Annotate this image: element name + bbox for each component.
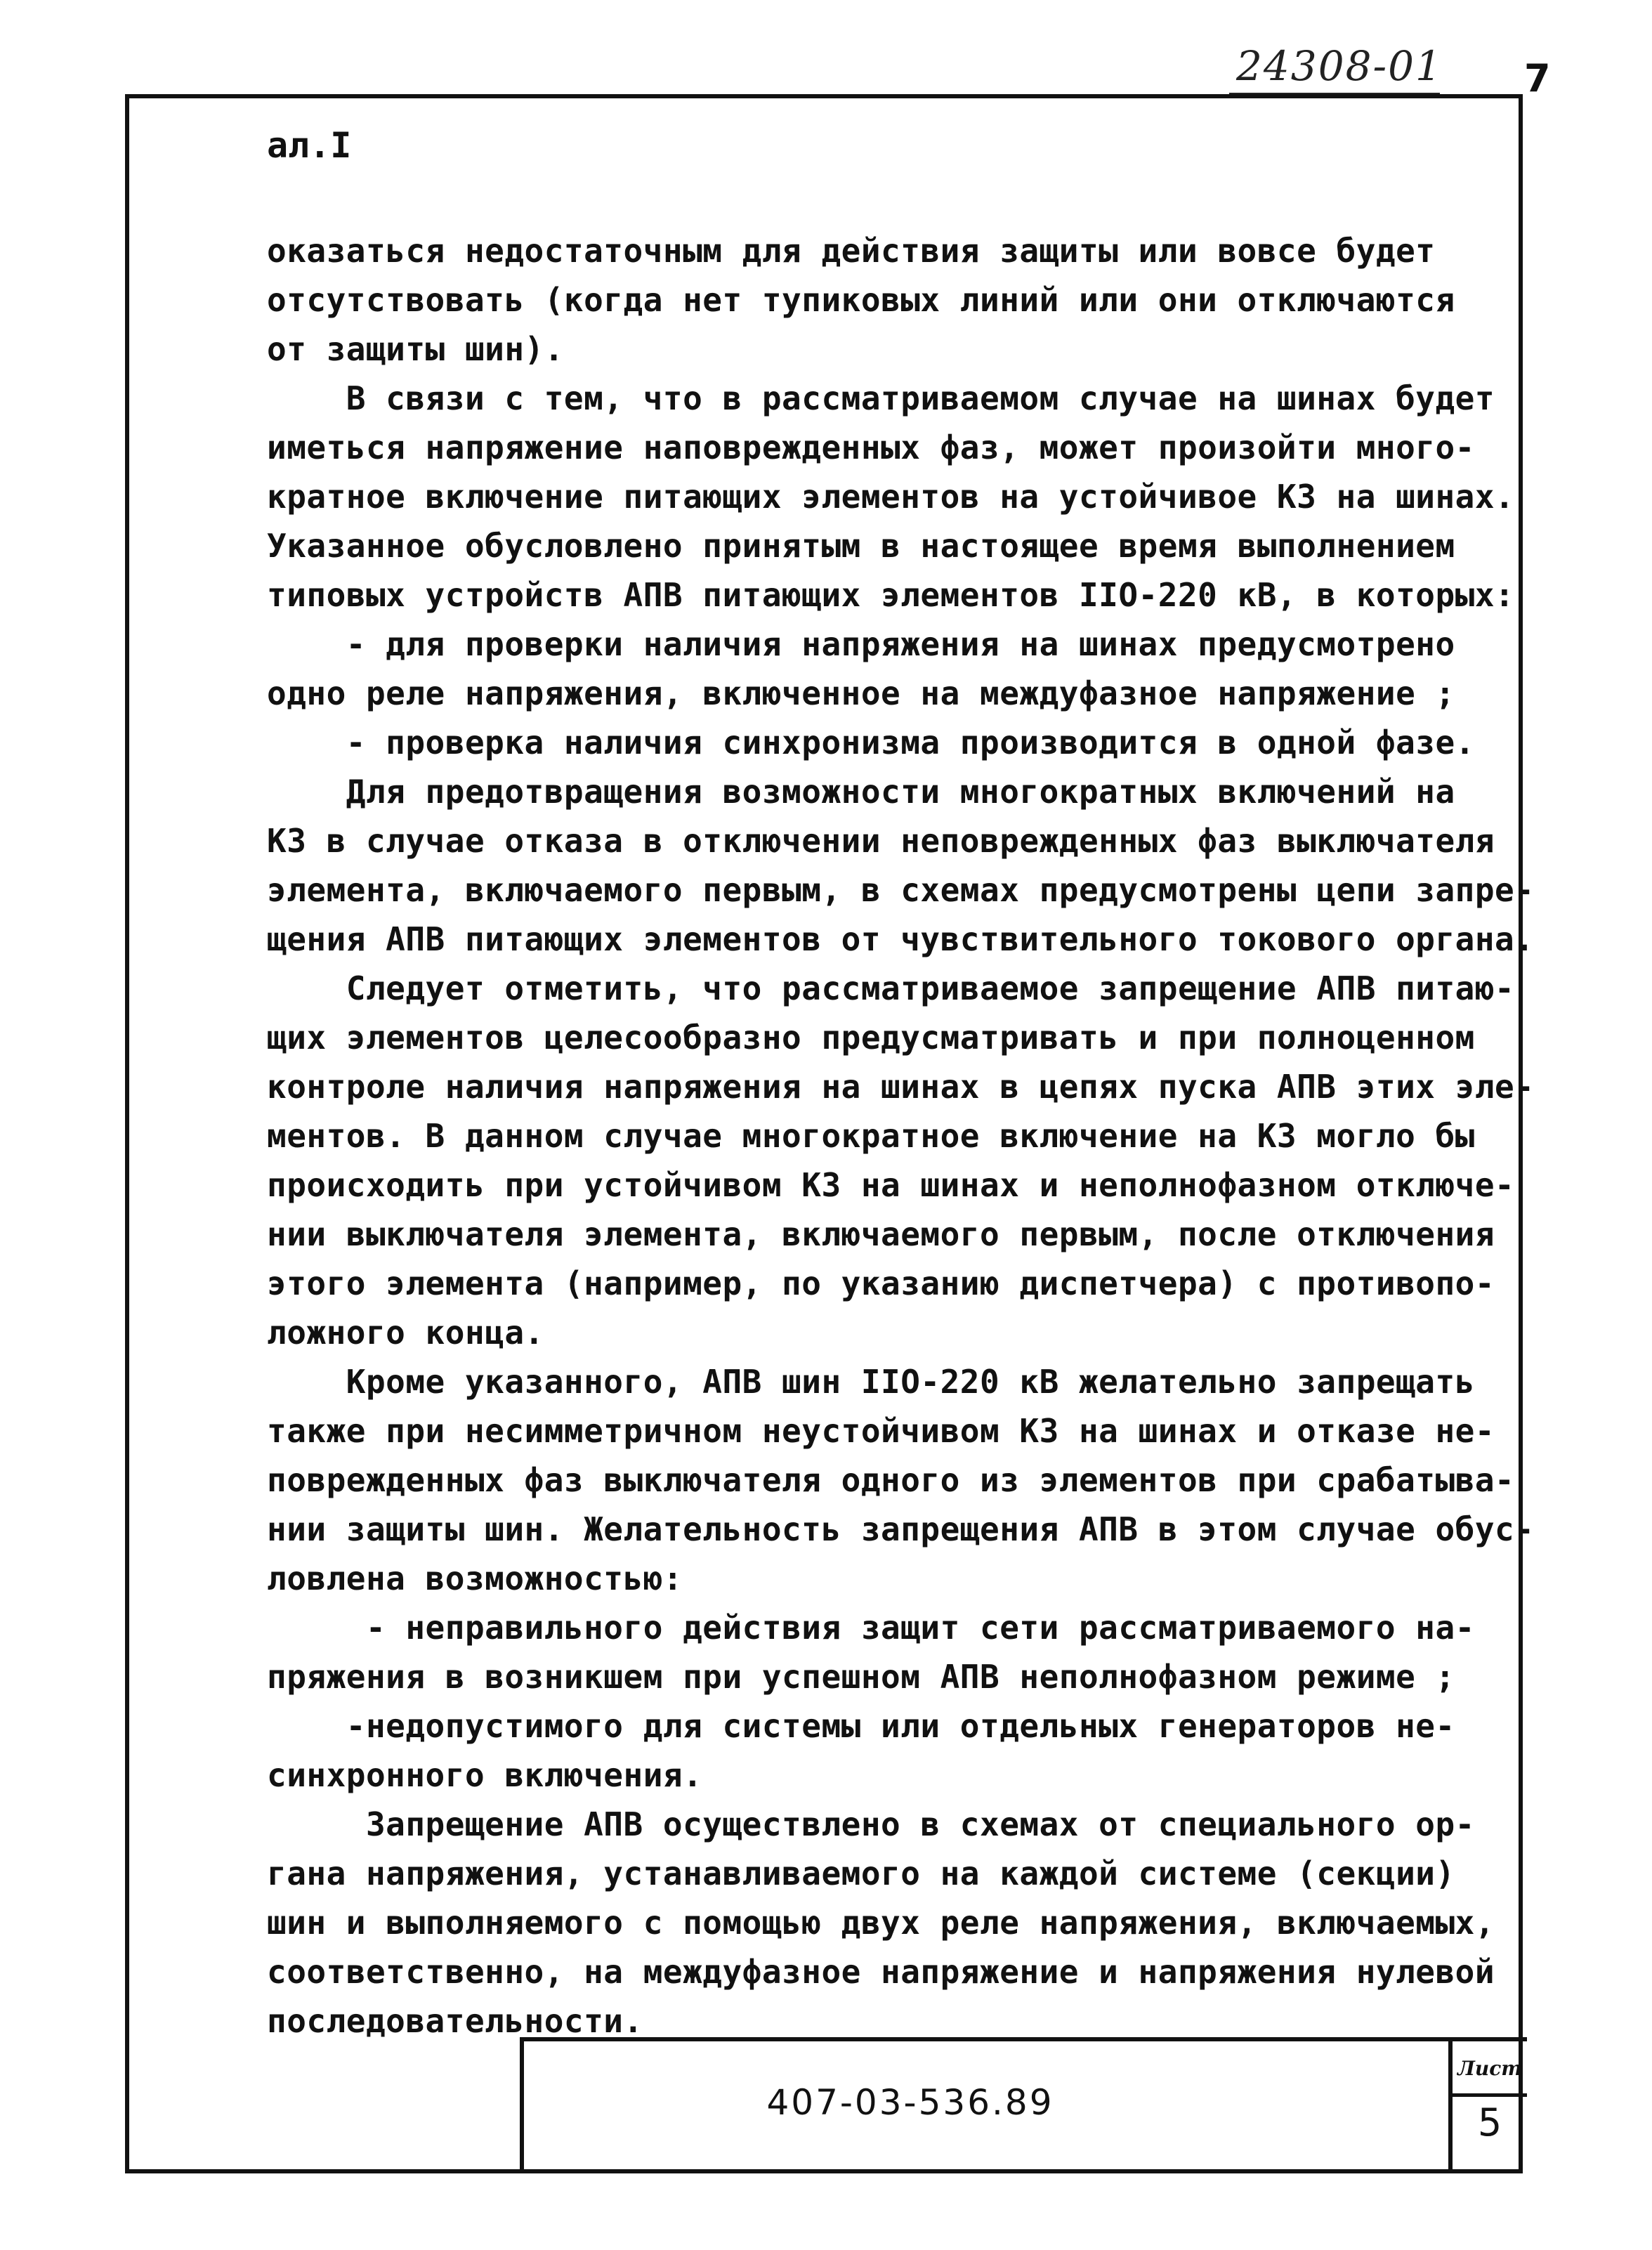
handwritten-document-number: 24308-01 — [1236, 42, 1443, 90]
text-line: также при несимметричном неустойчивом КЗ на шинах и отказе не- — [267, 1412, 1495, 1450]
text-line: происходить при устойчивом КЗ на шинах и неполнофазном отключе- — [267, 1166, 1515, 1204]
text-line: элемента, включаемого первым, в схемах предусмотрены цепи запре- — [267, 871, 1535, 909]
body-text — [267, 226, 1535, 2046]
text-line: Кроме указанного, АПВ шин IIO-220 кВ желательно запрещать — [267, 1363, 1475, 1401]
text-line: - для проверки наличия напряжения на шинах предусмотрено — [267, 625, 1455, 663]
text-line: типовых устройств АПВ питающих элементов IIO-220 кВ, в которых: — [267, 576, 1515, 614]
text-line: этого элемента (например, по указанию диспетчера) с противопо- — [267, 1264, 1495, 1302]
text-line: последовательности. — [267, 2002, 643, 2040]
text-line: нии выключателя элемента, включаемого первым, после отключения — [267, 1215, 1495, 1253]
document-code: 407-03-536.89 — [766, 2082, 1054, 2123]
header-label: ал.I — [267, 125, 352, 166]
text-line: Указанное обусловлено принятым в настоящее время выполнением — [267, 527, 1455, 565]
text-line: от защиты шин). — [267, 330, 564, 368]
text-line: поврежденных фаз выключателя одного из элементов при срабатыва- — [267, 1461, 1515, 1499]
text-line: оказаться недостаточным для действия защиты или вовсе будет — [267, 232, 1436, 270]
text-line: В связи с тем, что в рассматриваемом случае на шинах будет — [267, 379, 1495, 417]
text-line: гана напряжения, устанавливаемого на каждой системе (секции) — [267, 1855, 1455, 1892]
text-line: синхронного включения. — [267, 1756, 703, 1794]
text-line: отсутствовать (когда нет тупиковых линий или они отключаются — [267, 281, 1455, 319]
text-line: кратное включение питающих элементов на устойчивое КЗ на шинах. — [267, 478, 1515, 516]
page-corner-number: 7 — [1524, 56, 1551, 100]
text-line: - проверка наличия синхронизма производится в одной фазе. — [267, 724, 1475, 761]
text-line: соответственно, на междуфазное напряжение и напряжения нулевой — [267, 1953, 1495, 1991]
text-line: ложного конца. — [267, 1314, 544, 1352]
text-line: ментов. В данном случае многократное включение на КЗ могло бы — [267, 1117, 1475, 1155]
sheet-number: 5 — [1477, 2100, 1502, 2145]
text-line: щения АПВ питающих элементов от чувствительного токового органа. — [267, 920, 1535, 958]
text-line: КЗ в случае отказа в отключении неповрежденных фаз выключателя — [267, 822, 1495, 860]
text-line: иметься напряжение наповрежденных фаз, может произойти много- — [267, 429, 1475, 466]
text-line: контроле наличия напряжения на шинах в цепях пуска АПВ этих эле- — [267, 1068, 1535, 1106]
text-line: -недопустимого для системы или отдельных генераторов не- — [267, 1707, 1455, 1745]
text-line: ловлена возможностью: — [267, 1559, 683, 1597]
sheet-label: Лист — [1453, 2044, 1527, 2097]
title-block-stamp — [520, 2037, 1527, 2173]
text-line: нии защиты шин. Желательность запрещения АПВ в этом случае обус- — [267, 1510, 1535, 1548]
text-line: Для предотвращения возможности многократных включений на — [267, 773, 1455, 811]
text-line: одно реле напряжения, включенное на междуфазное напряжение ; — [267, 674, 1455, 712]
text-line: Запрещение АПВ осуществлено в схемах от специального ор- — [267, 1805, 1475, 1843]
text-line: Следует отметить, что рассматриваемое запрещение АПВ питаю- — [267, 969, 1515, 1007]
text-line: - неправильного действия защит сети рассматриваемого на- — [267, 1609, 1475, 1647]
text-line: щих элементов целесообразно предусматривать и при полноценном — [267, 1019, 1475, 1057]
text-line: пряжения в возникшем при успешном АПВ неполнофазном режиме ; — [267, 1658, 1455, 1696]
text-line: шин и выполняемого с помощью двух реле напряжения, включаемых, — [267, 1904, 1495, 1942]
sheet-cell — [1448, 2041, 1527, 2173]
